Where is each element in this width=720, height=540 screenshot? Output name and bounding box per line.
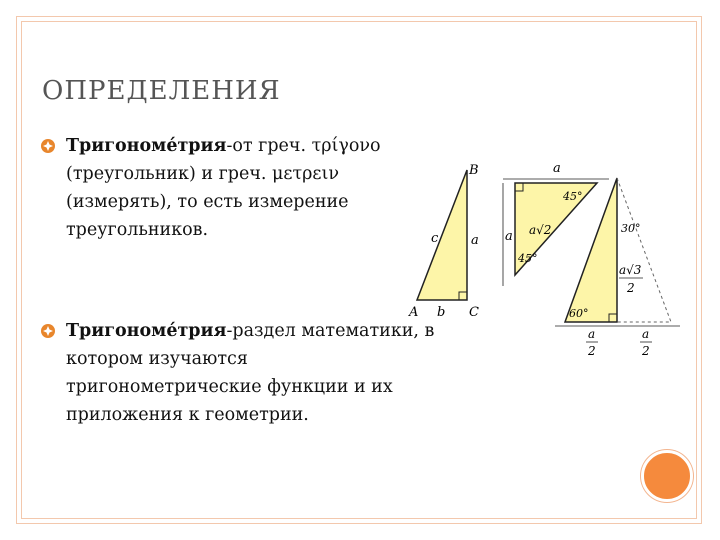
bullet-text: -от греч. τρίγονο (треугольник) и греч. μετρειν (измерять), то есть измерение треугольников.: [66, 136, 381, 240]
label-A: A: [409, 305, 419, 320]
label-base-den: 2: [588, 344, 596, 358]
triangle-abc: [408, 163, 479, 320]
label-angle-30: 30°: [621, 222, 641, 235]
bullet-definition-1: [40, 132, 440, 244]
decorative-circle: [641, 450, 693, 502]
label-ext-num: a: [642, 327, 650, 341]
label-left-a: a: [505, 229, 513, 244]
label-side-a-sqrt3: a√3: [619, 263, 642, 277]
label-top-a: a: [553, 161, 561, 176]
label-angle-45-top: 45°: [563, 190, 583, 203]
bullet-definition-2: [40, 317, 440, 429]
bullet-marker-icon: [40, 323, 56, 339]
bullet-text: -раздел математики, в котором изучаются тригонометрические функции и их приложения к геометрии.: [66, 321, 435, 425]
label-side-c: c: [431, 231, 439, 246]
label-side-a: a: [471, 233, 479, 248]
label-side-den: 2: [627, 281, 635, 295]
bullet-term: Тригономе́трия: [66, 321, 227, 341]
label-base-num: a: [588, 327, 596, 341]
bullet-term: Тригономе́трия: [66, 136, 227, 156]
label-angle-45-bottom: 45°: [518, 252, 538, 265]
label-hyp: a√2: [529, 223, 552, 237]
label-angle-60: 60°: [569, 307, 589, 320]
bullet-marker-icon: [40, 138, 56, 154]
slide-title: ОПРЕДЕЛЕНИЯ: [42, 76, 281, 106]
label-ext-den: 2: [642, 344, 650, 358]
label-side-b: b: [437, 305, 446, 320]
label-B: B: [469, 163, 479, 178]
triangles-figure: [405, 150, 685, 365]
label-C: C: [469, 305, 479, 320]
